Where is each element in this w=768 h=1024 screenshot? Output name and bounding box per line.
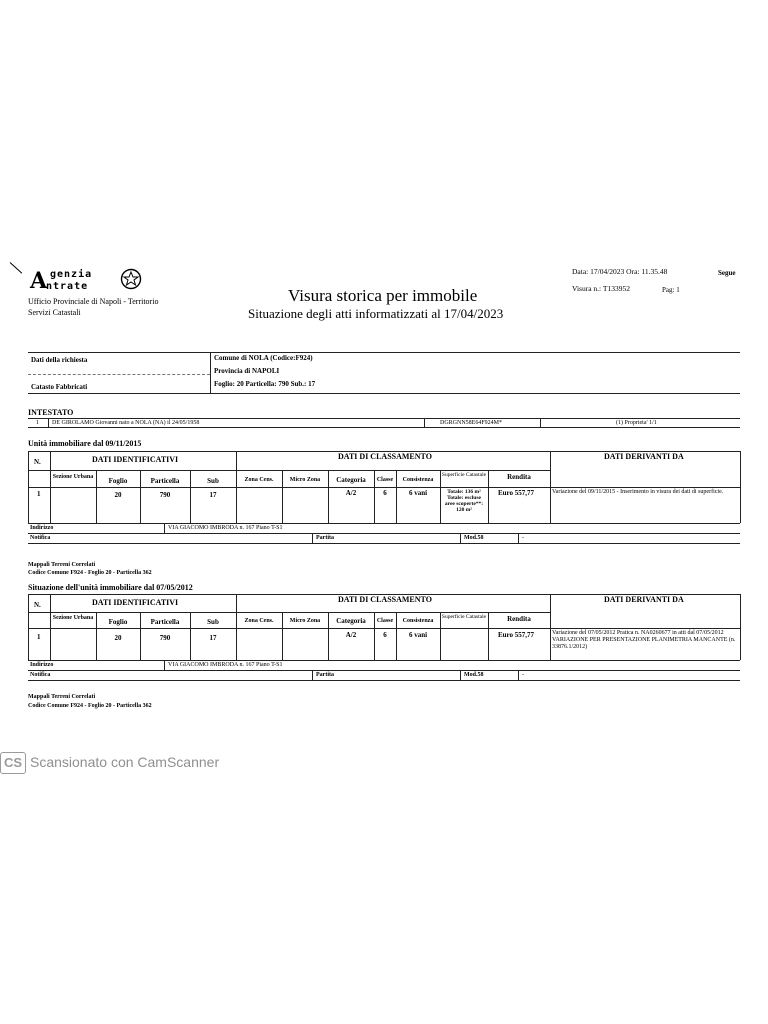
- print-date: Data: 17/04/2023 Ora: 11.35.48: [572, 267, 668, 276]
- row-rendita: Euro 557,77: [498, 489, 535, 497]
- mappali2-line1: Mappali Terreni Correlati: [28, 694, 96, 700]
- mod-dash: -: [522, 535, 524, 541]
- mod-label-2: Mod.58: [464, 672, 484, 678]
- h-consistenza-2: Consistenza: [402, 618, 434, 624]
- h-zona: Zona Cens.: [244, 477, 274, 483]
- row-particella-2: 790: [159, 634, 171, 642]
- partita-label-2: Partita: [316, 672, 334, 678]
- row-sub: 17: [209, 491, 217, 499]
- row-particella: 790: [159, 491, 171, 499]
- row-derivanti-2: Variazione del 07/05/2012 Pratica n. NA0260677 in atti dal 07/05/2012 VARIAZIONE PER PRESENTAZIONE PLANIMETRIA MANCANTE (n. 33876.1/2012): [552, 630, 736, 650]
- mappali1-line1: Mappali Terreni Correlati: [28, 562, 96, 568]
- row-consistenza: 6 vani: [408, 489, 428, 497]
- row-classe-2: 6: [383, 631, 387, 639]
- request-label: Dati della richiesta: [31, 356, 88, 364]
- stray-mark: [10, 262, 23, 273]
- intestato-num: 1: [36, 420, 39, 426]
- camscanner-badge: CS: [0, 752, 26, 774]
- intestato-cf: DGRGNN58E64F924M*: [440, 420, 503, 426]
- h-classe: Classe: [376, 477, 394, 483]
- request-foglio: Foglio: 20 Particella: 790 Sub.: 17: [214, 380, 316, 388]
- agency-logo: [28, 266, 148, 296]
- page-title: Visura storica per immobile: [288, 286, 478, 305]
- row-n: 1: [37, 490, 41, 498]
- h-micro-2: Micro Zona: [289, 618, 321, 624]
- notifica-label-2: Notifica: [30, 672, 51, 678]
- notifica-label: Notifica: [30, 535, 51, 541]
- page-subtitle: Situazione degli atti informatizzati al 17/04/2023: [248, 306, 504, 321]
- h-particella: Particella: [150, 477, 180, 485]
- dati-identificativi-2: DATI IDENTIFICATIVI: [92, 598, 179, 607]
- mod-dash-2: -: [522, 672, 524, 678]
- h-micro: Micro Zona: [289, 477, 321, 483]
- col-n-2: N.: [34, 601, 41, 609]
- h-foglio: Foglio: [108, 477, 128, 485]
- h-consistenza: Consistenza: [402, 477, 434, 483]
- office-name: Ufficio Provinciale di Napoli - Territorio: [28, 297, 159, 306]
- row-categoria-2: A/2: [345, 631, 357, 639]
- h-categoria-2: Categoria: [336, 617, 366, 625]
- segue-label: Segue: [718, 269, 736, 277]
- logo-top: genzia: [50, 269, 93, 280]
- camscanner-text: Scansionato con CamScanner: [30, 754, 220, 770]
- visura-number: Visura n.: T133952: [572, 284, 630, 293]
- mappali2-line2: Codice Comune F924 - Foglio 20 - Particella 362: [28, 703, 152, 709]
- h-categoria: Categoria: [336, 476, 366, 484]
- indirizzo-label: Indirizzo: [30, 525, 54, 531]
- dati-classamento: DATI DI CLASSAMENTO: [338, 452, 432, 461]
- h-classe-2: Classe: [376, 618, 394, 624]
- intestato-name: DE GIROLAMO Giovanni nato a NOLA (NA) il 24/05/1958: [52, 420, 200, 426]
- section2-heading: Situazione dell'unità immobiliare dal 07/05/2012: [28, 583, 193, 592]
- h-superficie-2: Superficie Catastale: [441, 614, 487, 620]
- row-sub-2: 17: [209, 634, 217, 642]
- indirizzo-label-2: Indirizzo: [30, 662, 54, 668]
- dati-identificativi: DATI IDENTIFICATIVI: [92, 455, 179, 464]
- col-n: N.: [34, 458, 41, 466]
- dati-derivanti: DATI DERIVANTI DA: [604, 452, 684, 461]
- h-zona-2: Zona Cens.: [244, 618, 274, 624]
- h-particella-2: Particella: [150, 618, 180, 626]
- row-foglio: 20: [114, 491, 122, 499]
- h-sezione-2: Sezione Urbana: [52, 615, 94, 621]
- row-derivanti: Variazione del 09/11/2015 - Inserimento in visura dei dati di superficie.: [552, 489, 724, 495]
- h-sub-2: Sub: [207, 618, 219, 626]
- row-foglio-2: 20: [114, 634, 122, 642]
- row-rendita-2: Euro 557,77: [498, 631, 535, 639]
- service-name: Servizi Catastali: [28, 308, 81, 317]
- h-sub: Sub: [207, 477, 219, 485]
- indirizzo-value-2: VIA GIACOMO IMBRODA n. 167 Piano T-S1: [168, 662, 283, 668]
- h-foglio-2: Foglio: [108, 618, 128, 626]
- partita-label: Partita: [316, 535, 334, 541]
- mod-label: Mod.58: [464, 535, 484, 541]
- emblem-icon: [120, 268, 142, 290]
- row-n-2: 1: [37, 633, 41, 641]
- row-superficie: Totale: 136 m² Totale: escluse aree scoperte**: 120 m²: [444, 489, 484, 513]
- h-superficie: Superficie Catastale: [441, 472, 487, 478]
- indirizzo-value: VIA GIACOMO IMBRODA n. 167 Piano T-S1: [168, 525, 283, 531]
- section1-heading: Unità immobiliare dal 09/11/2015: [28, 439, 142, 448]
- dati-classamento-2: DATI DI CLASSAMENTO: [338, 595, 432, 604]
- intestato-right: (1) Proprieta' 1/1: [616, 420, 657, 426]
- logo-letter: A: [30, 268, 48, 294]
- h-rendita: Rendita: [507, 473, 531, 481]
- catasto-label: Catasto Fabbricati: [31, 383, 88, 391]
- row-classe: 6: [383, 489, 387, 497]
- request-provincia: Provincia di NAPOLI: [214, 367, 280, 375]
- row-consistenza-2: 6 vani: [408, 631, 428, 639]
- mappali1-line2: Codice Comune F924 - Foglio 20 - Particella 362: [28, 570, 152, 576]
- logo-bottom: ntrate: [46, 281, 89, 292]
- h-sezione: Sezione Urbana: [52, 474, 94, 480]
- intestato-heading: INTESTATO: [28, 408, 74, 417]
- h-rendita-2: Rendita: [507, 615, 531, 623]
- page-number: Pag: 1: [662, 286, 680, 294]
- request-comune: Comune di NOLA (Codice:F924): [214, 354, 313, 362]
- row-categoria: A/2: [345, 489, 357, 497]
- dati-derivanti-2: DATI DERIVANTI DA: [604, 595, 684, 604]
